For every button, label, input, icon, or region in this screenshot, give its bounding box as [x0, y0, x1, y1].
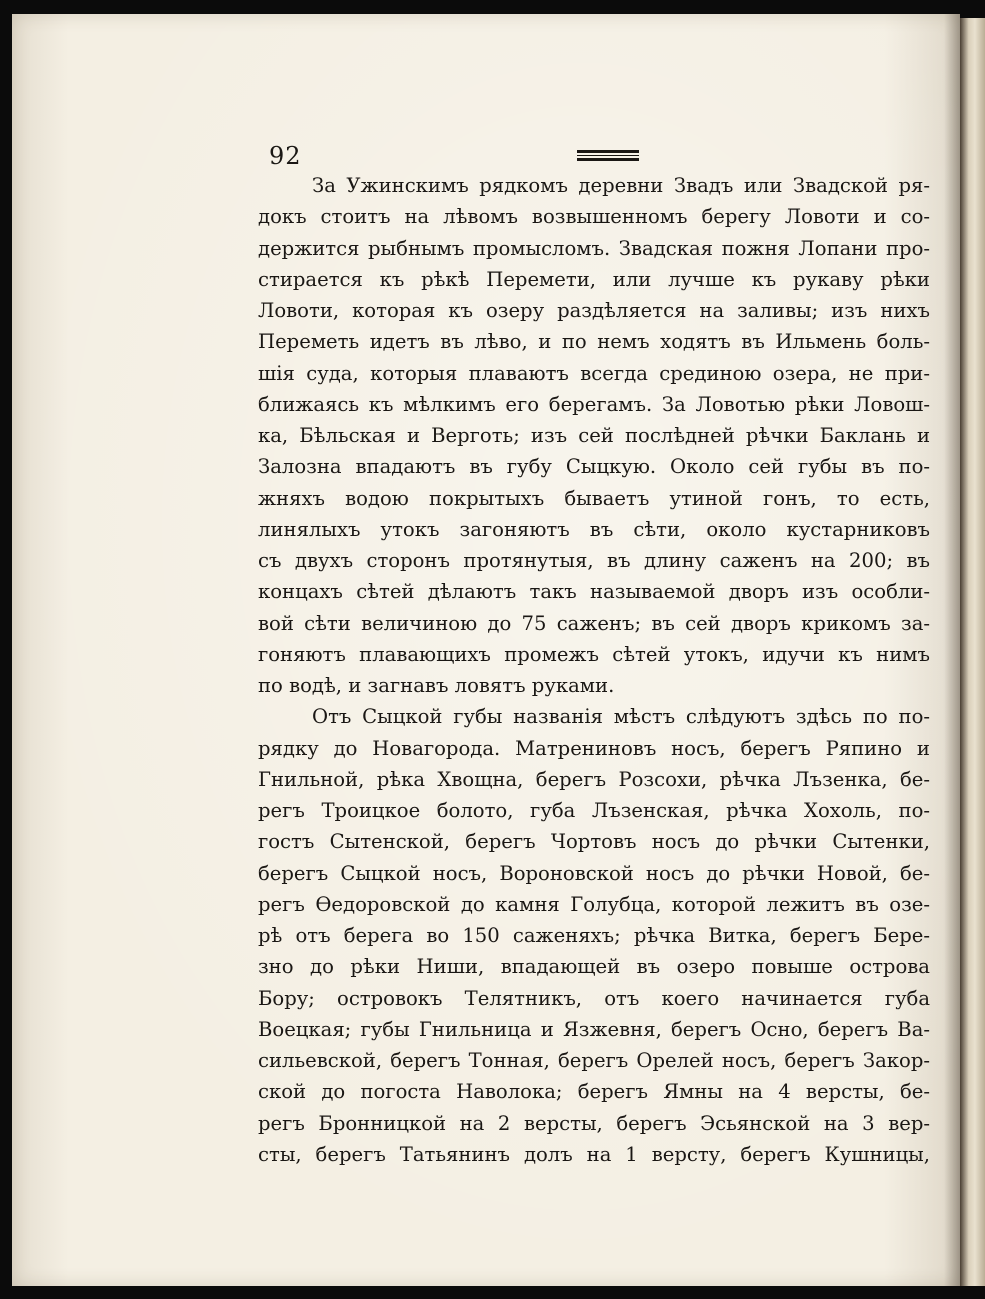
text-line: берегъ Сыцкой носъ, Вороновской носъ до рѣчки Новой, бе-: [258, 861, 930, 885]
text-line: вой сѣти величиною до 75 саженъ; въ сей дворъ крикомъ за-: [258, 611, 930, 635]
page-number: 92: [269, 142, 302, 170]
adjacent-page-edge: [960, 18, 985, 1286]
text-line: рядку до Новагорода. Матрениновъ носъ, берегъ Ряпино и: [258, 736, 930, 760]
text-line: зно до рѣки Ниши, впадающей въ озеро повыше острова: [258, 955, 930, 979]
text-line: Ловоти, которая къ озеру раздѣляется на заливы; изъ нихъ: [258, 299, 930, 322]
text-line: регъ Ѳедоровской до камня Голубца, которой лежитъ въ озе-: [258, 892, 930, 916]
text-line: регъ Бронницкой на 2 версты, берегъ Эсьянской на 3 вер-: [258, 1111, 930, 1135]
text-line: ской до погоста Наволока; берегъ Ямны на 4 версты, бе-: [258, 1080, 930, 1104]
text-line: За Ужинскимъ рядкомъ деревни Звадъ или Звадской ря-: [312, 174, 930, 197]
text-line: ближаясь къ мѣлкимъ его берегамъ. За Ловотью рѣки Ловош-: [258, 392, 930, 416]
text-line: шія суда, которыя плаваютъ всегда срединою озера, не при-: [258, 361, 930, 385]
text-line: Переметь идетъ въ лѣво, и по немъ ходятъ въ Ильмень боль-: [258, 330, 930, 354]
text-line: докъ стоитъ на лѣвомъ возвышенномъ берегу Ловоти и со-: [258, 205, 930, 229]
text-line: концахъ сѣтей дѣлаютъ такъ называемой дворъ изъ особли-: [258, 580, 930, 604]
text-line: Гнильной, рѣка Хвощна, берегъ Розсохи, рѣчка Лъзенка, бе-: [258, 767, 930, 791]
text-line: гоняютъ плавающихъ промежъ сѣтей утокъ, идучи къ нимъ: [258, 642, 930, 666]
text-line: гостъ Сытенской, берегъ Чортовъ носъ до рѣчки Сытенки,: [258, 830, 930, 854]
text-line: регъ Троицкое болото, губа Лъзенская, рѣчка Хохоль, по-: [258, 799, 930, 822]
text-line: Отъ Сыцкой губы названія мѣстъ слѣдуютъ здѣсь по по-: [312, 705, 930, 729]
text-line: стирается къ рѣкѣ Перемети, или лучше къ рукаву рѣки: [258, 267, 930, 291]
header-ornament: [577, 150, 639, 162]
paragraph-2: [258, 701, 930, 1170]
text-line: жняхъ водою покрытыхъ бываетъ утиной гонъ, то есть,: [258, 486, 930, 510]
text-line: Залозна впадаютъ въ губу Сыцкую. Около сей губы въ по-: [258, 455, 930, 479]
text-line: рѣ отъ берега во 150 саженяхъ; рѣчка Витка, берегъ Бере-: [258, 924, 930, 947]
text-line: сты, берегъ Татьянинъ долъ на 1 версту, берегъ Кушницы,: [258, 1142, 930, 1166]
body-text: [258, 170, 930, 1170]
text-line: линялыхъ утокъ загоняютъ въ сѣти, около кустарниковъ: [258, 517, 930, 541]
text-line: Воецкая; губы Гнильница и Язжевня, берегъ Осно, берегъ Ва-: [258, 1017, 930, 1041]
text-line: съ двухъ сторонъ протянутыя, въ длину саженъ на 200; въ: [258, 549, 930, 572]
text-line: Бору; островокъ Телятникъ, отъ коего начинается губа: [258, 986, 930, 1010]
spine-shadow: [944, 14, 960, 1286]
text-line: ка, Бѣльская и Верготь; изъ сей послѣдней рѣчки Баклань и: [258, 424, 930, 447]
text-line: по водѣ, и загнавъ ловятъ руками.: [258, 674, 615, 697]
text-line: держится рыбнымъ промысломъ. Звадская пожня Лопани про-: [258, 236, 930, 260]
paragraph-1: [258, 170, 930, 701]
text-line: сильевской, берегъ Тонная, берегъ Орелей носъ, берегъ Закор-: [258, 1049, 930, 1072]
